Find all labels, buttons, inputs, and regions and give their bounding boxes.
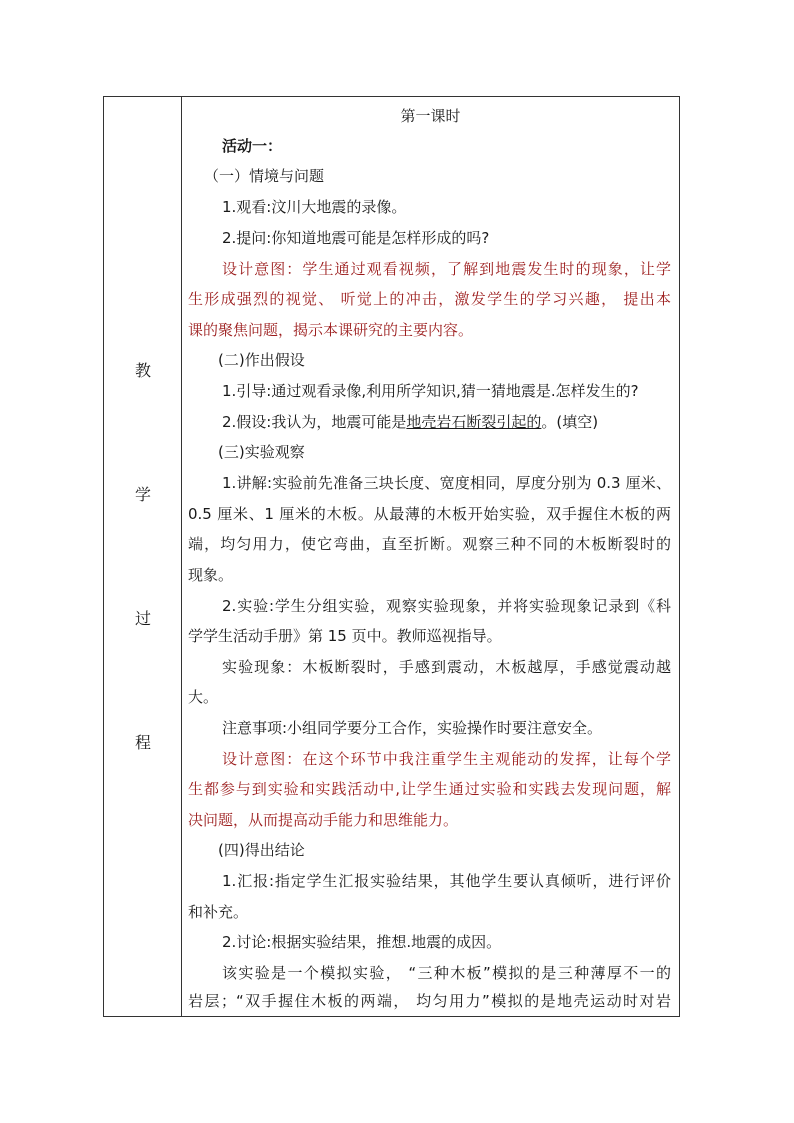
design-intent-line: 生形成强烈的视觉、 听觉上的冲击，激发学生的学习兴趣， 提出本 <box>188 290 671 308</box>
text-line: 1.引导:通过观看录像,利用所学知识,猜一猜地震是.怎样发生的? <box>222 382 639 400</box>
text-line: 现象。 <box>188 566 234 584</box>
lesson-table <box>103 96 680 1017</box>
text-line: 2.实验:学生分组实验，观察实验现象，并将实验现象记录到《科 <box>222 597 671 615</box>
section-heading-2: (二)作出假设 <box>218 351 305 369</box>
side-label-guo: 过 <box>134 609 151 628</box>
section-heading-1: （一）情境与问题 <box>204 167 325 185</box>
text-line: 2.提问:你知道地震可能是怎样形成的吗? <box>222 229 490 247</box>
text-line: 和补充。 <box>188 903 249 921</box>
side-label-jiao: 教 <box>134 361 151 380</box>
text-line: 该实验是一个模拟实验， “三种木板”模拟的是三种薄厚不一的 <box>222 964 671 982</box>
text-line: 1.观看:汶川大地震的录像。 <box>222 198 407 216</box>
activity-heading: 活动一： <box>222 137 283 155</box>
text-line: 实验现象：木板断裂时，手感到震动，木板越厚，手感觉震动越 <box>222 658 671 676</box>
design-intent-line: 课的聚焦问题，揭示本课研究的主要内容。 <box>188 321 474 339</box>
text-line: 2.讨论:根据实验结果，推想.地震的成因。 <box>222 933 502 951</box>
design-intent-line: 决问题，从而提高动手能力和思维能力。 <box>188 811 459 829</box>
hypothesis-suffix: 。(填空) <box>541 413 599 431</box>
text-line: 1.汇报:指定学生汇报实验结果，其他学生要认真倾听，进行评价 <box>222 872 671 890</box>
text-line: 0.5 厘米、1 厘米的木板。从最薄的木板开始实验，双手握住木板的两 <box>188 505 671 523</box>
text-line: 岩层；“双手握住木板的两端， 均匀用力”模拟的是地壳运动时对岩 <box>188 992 671 1010</box>
section-heading-4: (四)得出结论 <box>218 841 305 859</box>
text-line: 1.讲解:实验前先准备三块长度、宽度相同，厚度分别为 0.3 厘米、 <box>222 474 671 492</box>
section-heading-3: (三)实验观察 <box>218 443 305 461</box>
design-intent-line: 设计意图：学生通过观看视频，了解到地震发生时的现象，让学 <box>222 260 671 278</box>
lesson-title: 第一课时 <box>400 107 461 125</box>
text-line: 注意事项:小组同学要分工合作，实验操作时要注意安全。 <box>222 719 603 737</box>
design-intent-line: 生都参与到实验和实践活动中,让学生通过实验和实践去发现问题，解 <box>188 780 671 798</box>
side-label-cheng: 程 <box>134 733 151 752</box>
hypothesis-prefix: 2.假设:我认为，地震可能是 <box>222 413 407 431</box>
lesson-content <box>182 97 679 1016</box>
hypothesis-line <box>222 407 671 438</box>
hypothesis-answer: 地壳岩石断裂引起的 <box>406 413 542 431</box>
text-line: 端，均匀用力，使它弯曲，直至折断。观察三种不同的木板断裂时的 <box>188 535 671 553</box>
text-line: 学学生活动手册》第 15 页中。教师巡视指导。 <box>188 627 502 645</box>
side-label-xue: 学 <box>134 485 151 504</box>
design-intent-line: 设计意图：在这个环节中我注重学生主观能动的发挥，让每个学 <box>222 750 671 768</box>
text-line: 大。 <box>188 688 219 706</box>
side-label-column <box>104 97 182 1016</box>
